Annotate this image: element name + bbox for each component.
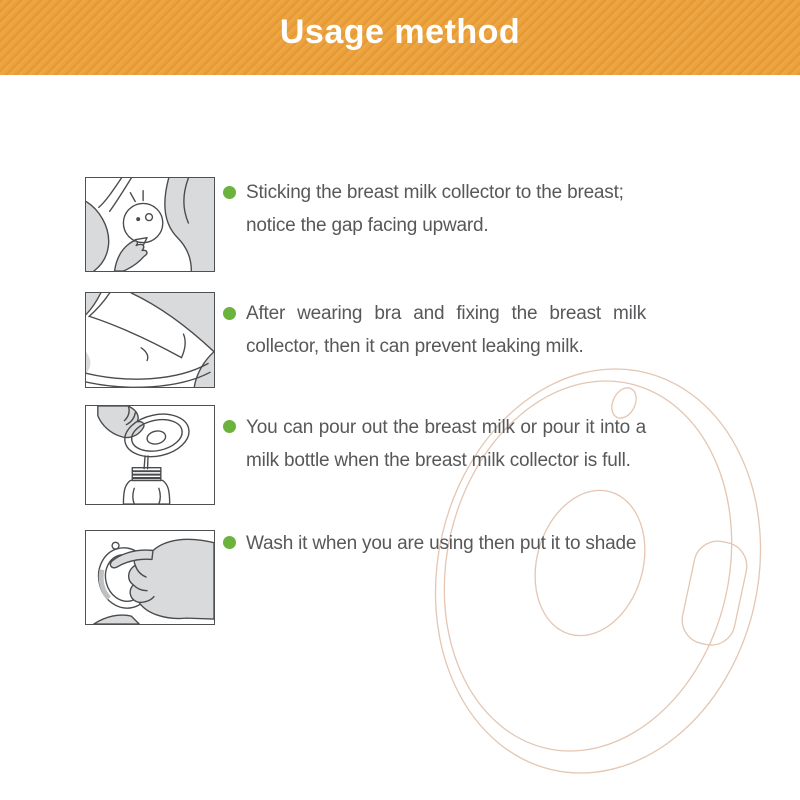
step-2-line-2: collector, then it can prevent leaking milk. [246, 336, 584, 357]
step-4-bullet [223, 536, 236, 549]
step-3-illustration-box [85, 405, 215, 505]
hand-washing-collector-illustration [86, 531, 214, 624]
step-3-line-1: You can pour out the breast milk or pour it into a [246, 417, 646, 438]
step-3-line-2: milk bottle when the breast milk collector is full. [246, 450, 631, 471]
pouring-milk-into-bottle-illustration [86, 406, 214, 504]
step-1-text [246, 176, 646, 242]
page-title: Usage method [279, 13, 521, 51]
bra-worn-over-collector-illustration [86, 293, 214, 387]
collector-outer-ring [396, 336, 800, 800]
step-1-line-1: Sticking the breast milk collector to the breast; [246, 182, 624, 203]
step-4-illustration-box [85, 530, 215, 625]
step-4-line-1: Wash it when you are using then put it to shade [246, 533, 637, 554]
collector-center-hole [519, 477, 662, 648]
step-2-line-1: After wearing bra and fixing the breast milk [246, 303, 646, 324]
step-4-text [246, 527, 646, 560]
step-2-text [246, 297, 646, 363]
step-1-bullet [223, 186, 236, 199]
step-1-line-2: notice the gap facing upward. [246, 215, 489, 236]
step-3-bullet [223, 420, 236, 433]
step-2-illustration-box [85, 292, 215, 388]
step-1-illustration-box [85, 177, 215, 272]
step-2-bullet [223, 307, 236, 320]
hand-sticking-collector-to-breast-illustration [86, 178, 214, 271]
step-3-text [246, 411, 646, 477]
